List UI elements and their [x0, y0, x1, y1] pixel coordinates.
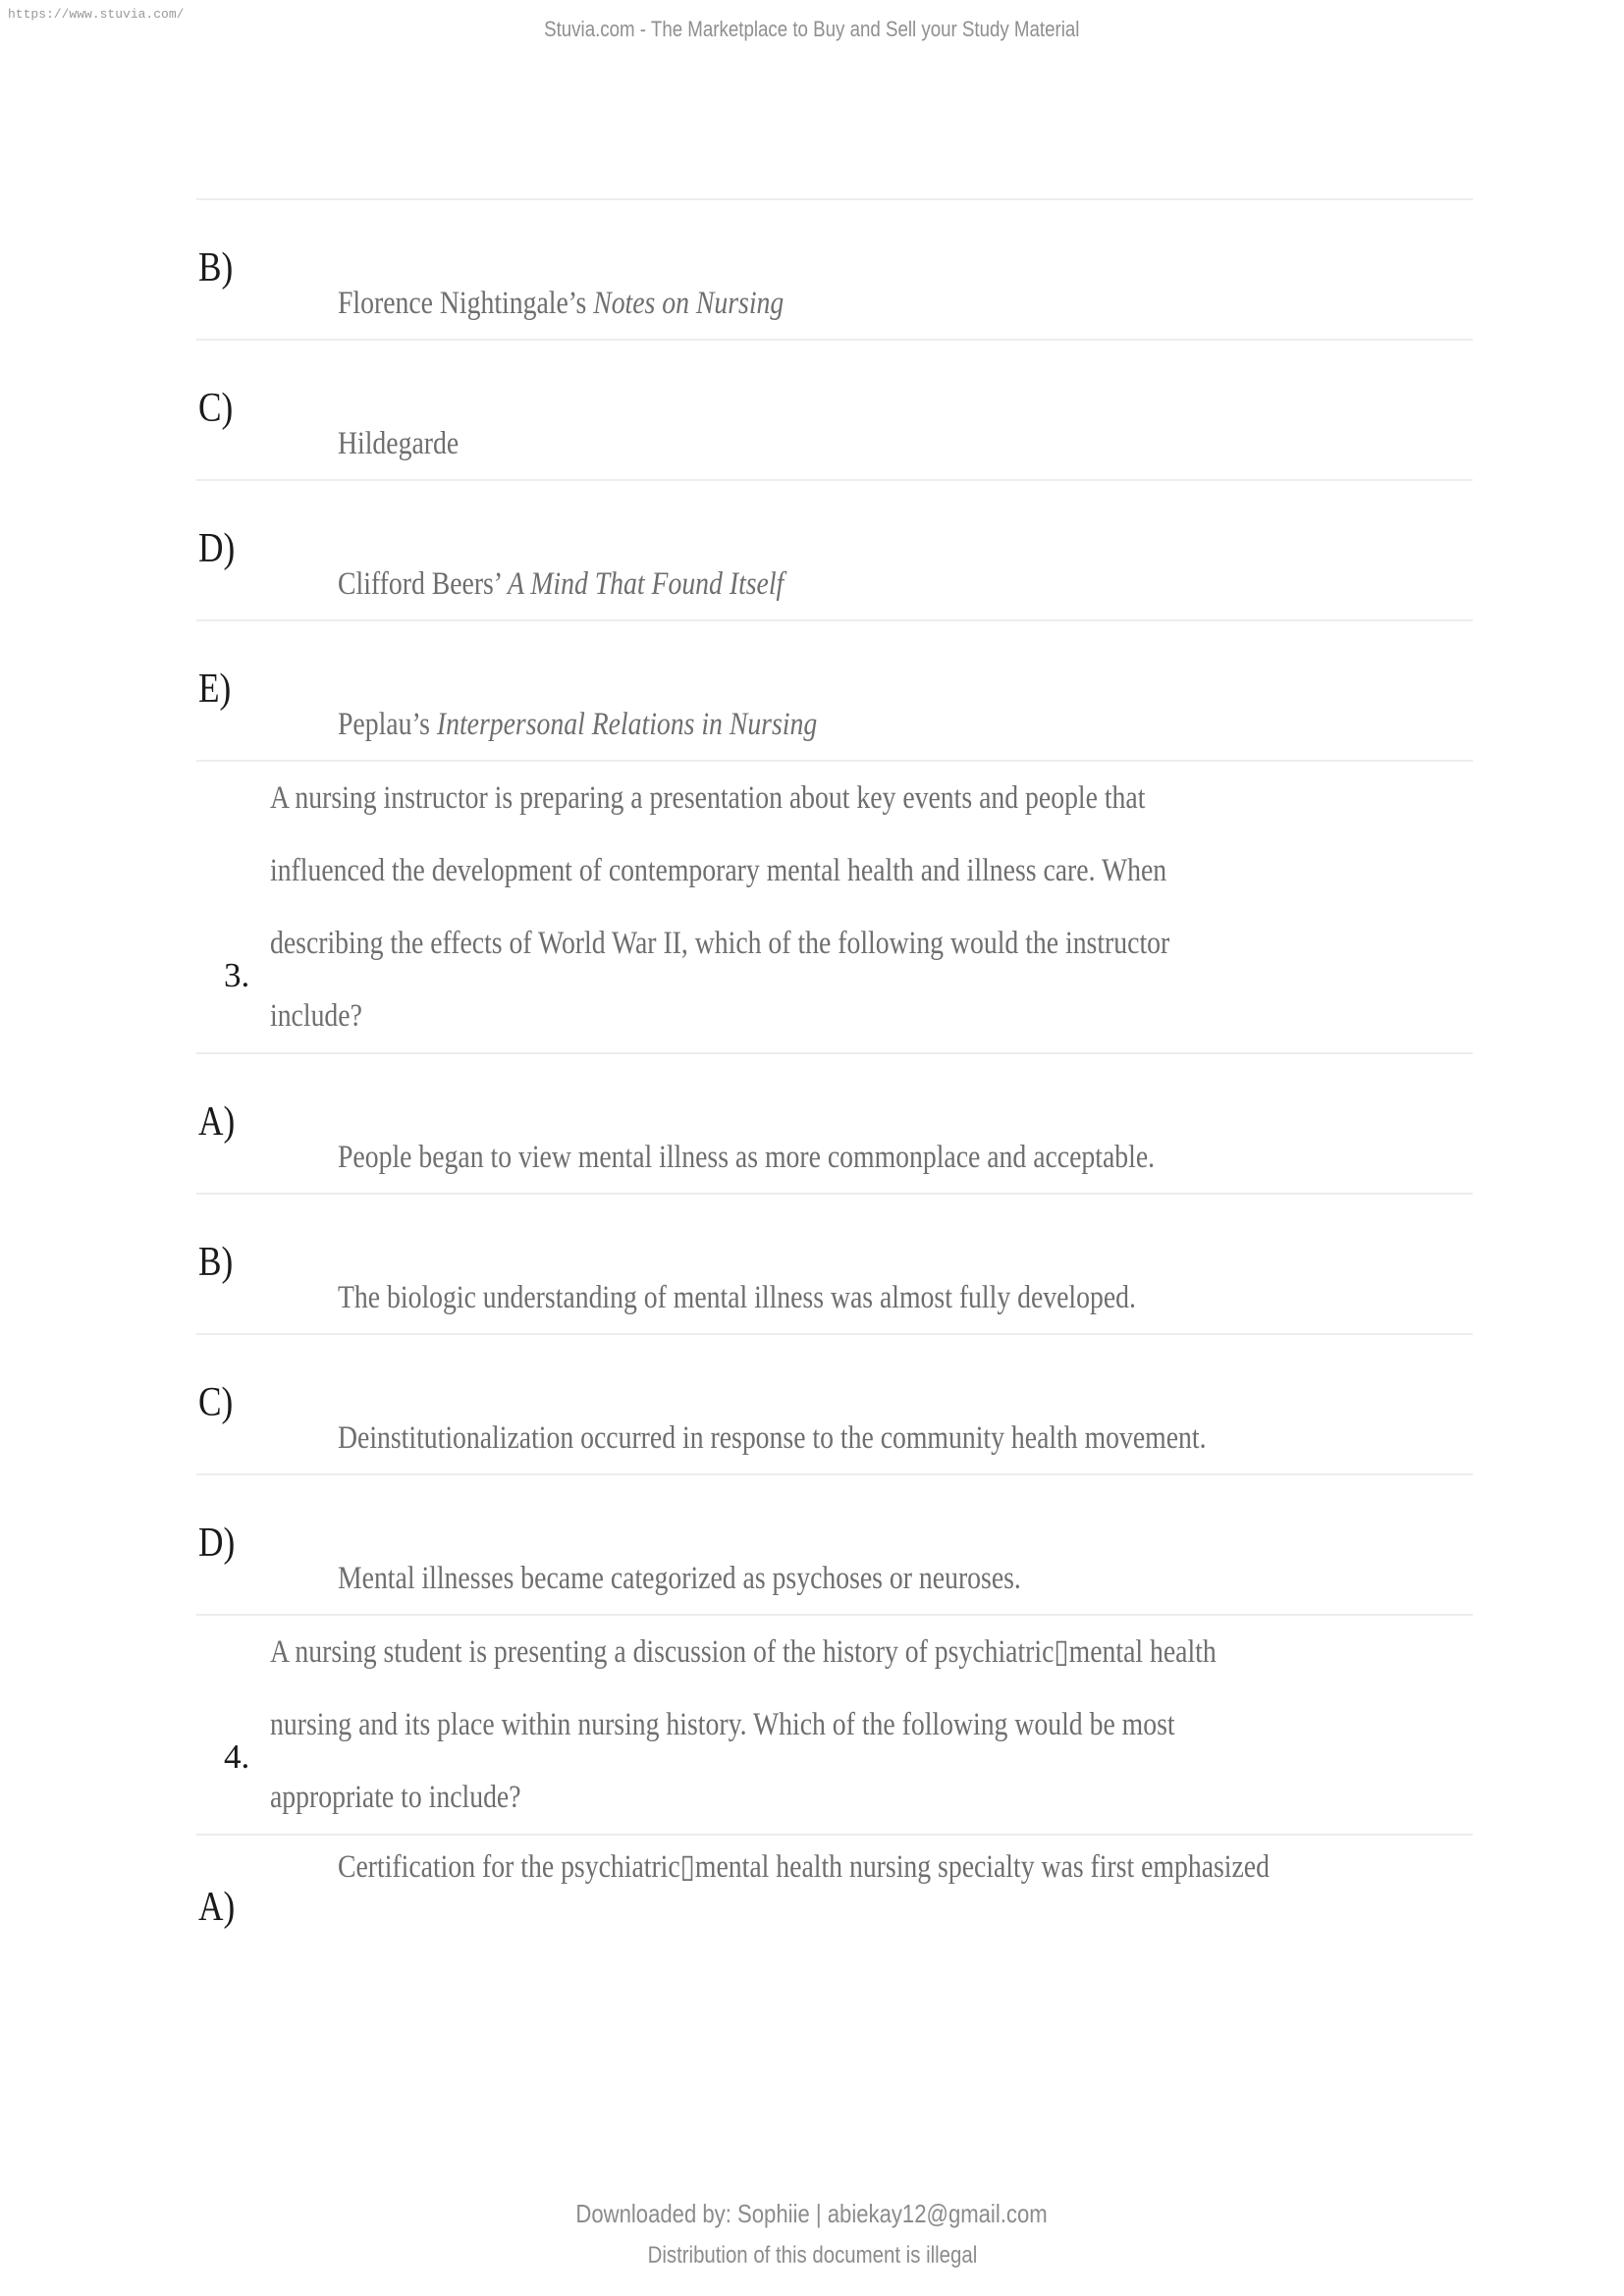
option-letter: D) — [198, 1521, 236, 1566]
option-letter: E) — [198, 667, 232, 712]
question-number: 3. — [224, 956, 250, 994]
option-text: The biologic understanding of mental illness was almost fully developed. — [338, 1280, 1136, 1315]
answer-option-row — [196, 619, 1473, 760]
option-text: Certification for the psychiatric▯mental health nursing specialty was first emphasized — [338, 1849, 1270, 1885]
answer-option-row — [196, 1834, 1473, 2032]
question-line: describing the effects of World War II, which of the following would the instructor — [270, 926, 1170, 961]
answer-option-row — [196, 1473, 1473, 1614]
question-number: 4. — [224, 1737, 250, 1776]
option-text: Florence Nightingale’s Notes on Nursing — [338, 286, 785, 321]
option-letter: A) — [198, 1885, 236, 1930]
option-letter: D) — [198, 526, 236, 571]
answer-option-row — [196, 1193, 1473, 1333]
option-text: Clifford Beers’ A Mind That Found Itself — [338, 566, 785, 602]
option-text: People began to view mental illness as more commonplace and acceptable. — [338, 1140, 1156, 1175]
option-text: Deinstitutionalization occurred in response to the community health movement. — [338, 1420, 1207, 1456]
option-text: Peplau’s Interpersonal Relations in Nursing — [338, 707, 818, 742]
option-letter: C) — [198, 1380, 234, 1425]
option-text: Hildegarde — [338, 426, 460, 461]
option-text: Mental illnesses became categorized as psychoses or neuroses. — [338, 1561, 1021, 1596]
question-line: appropriate to include? — [270, 1780, 521, 1815]
footer-warning-text: Distribution of this document is illegal — [647, 2242, 977, 2269]
source-url: https://www.stuvia.com/ — [8, 7, 185, 22]
answer-option-row — [196, 339, 1473, 479]
question-row — [196, 760, 1473, 1052]
question-line: nursing and its place within nursing history. Which of the following would be most — [270, 1707, 1175, 1742]
option-letter: B) — [198, 1240, 234, 1285]
option-letter: A) — [198, 1099, 236, 1145]
question-line: A nursing instructor is preparing a presentation about key events and people that — [270, 780, 1146, 816]
footer-downloaded-by — [0, 2199, 1624, 2229]
page-header — [0, 17, 1624, 42]
option-letter: B) — [198, 245, 234, 291]
answer-option-row — [196, 479, 1473, 619]
question-list — [196, 198, 1473, 2032]
answer-option-row — [196, 198, 1473, 339]
footer-warning — [0, 2242, 1624, 2269]
question-line: A nursing student is presenting a discussion of the history of psychiatric▯mental health — [270, 1634, 1217, 1670]
answer-option-row — [196, 1333, 1473, 1473]
page-title: Stuvia.com - The Marketplace to Buy and Sell your Study Material — [544, 17, 1080, 41]
question-line: include? — [270, 998, 362, 1034]
answer-option-row — [196, 1052, 1473, 1193]
question-line: influenced the development of contemporary mental health and illness care. When — [270, 853, 1167, 888]
option-letter: C) — [198, 386, 234, 431]
question-row — [196, 1614, 1473, 1834]
footer-downloaded-by-text: Downloaded by: Sophiie | abiekay12@gmail.com — [575, 2199, 1049, 2228]
